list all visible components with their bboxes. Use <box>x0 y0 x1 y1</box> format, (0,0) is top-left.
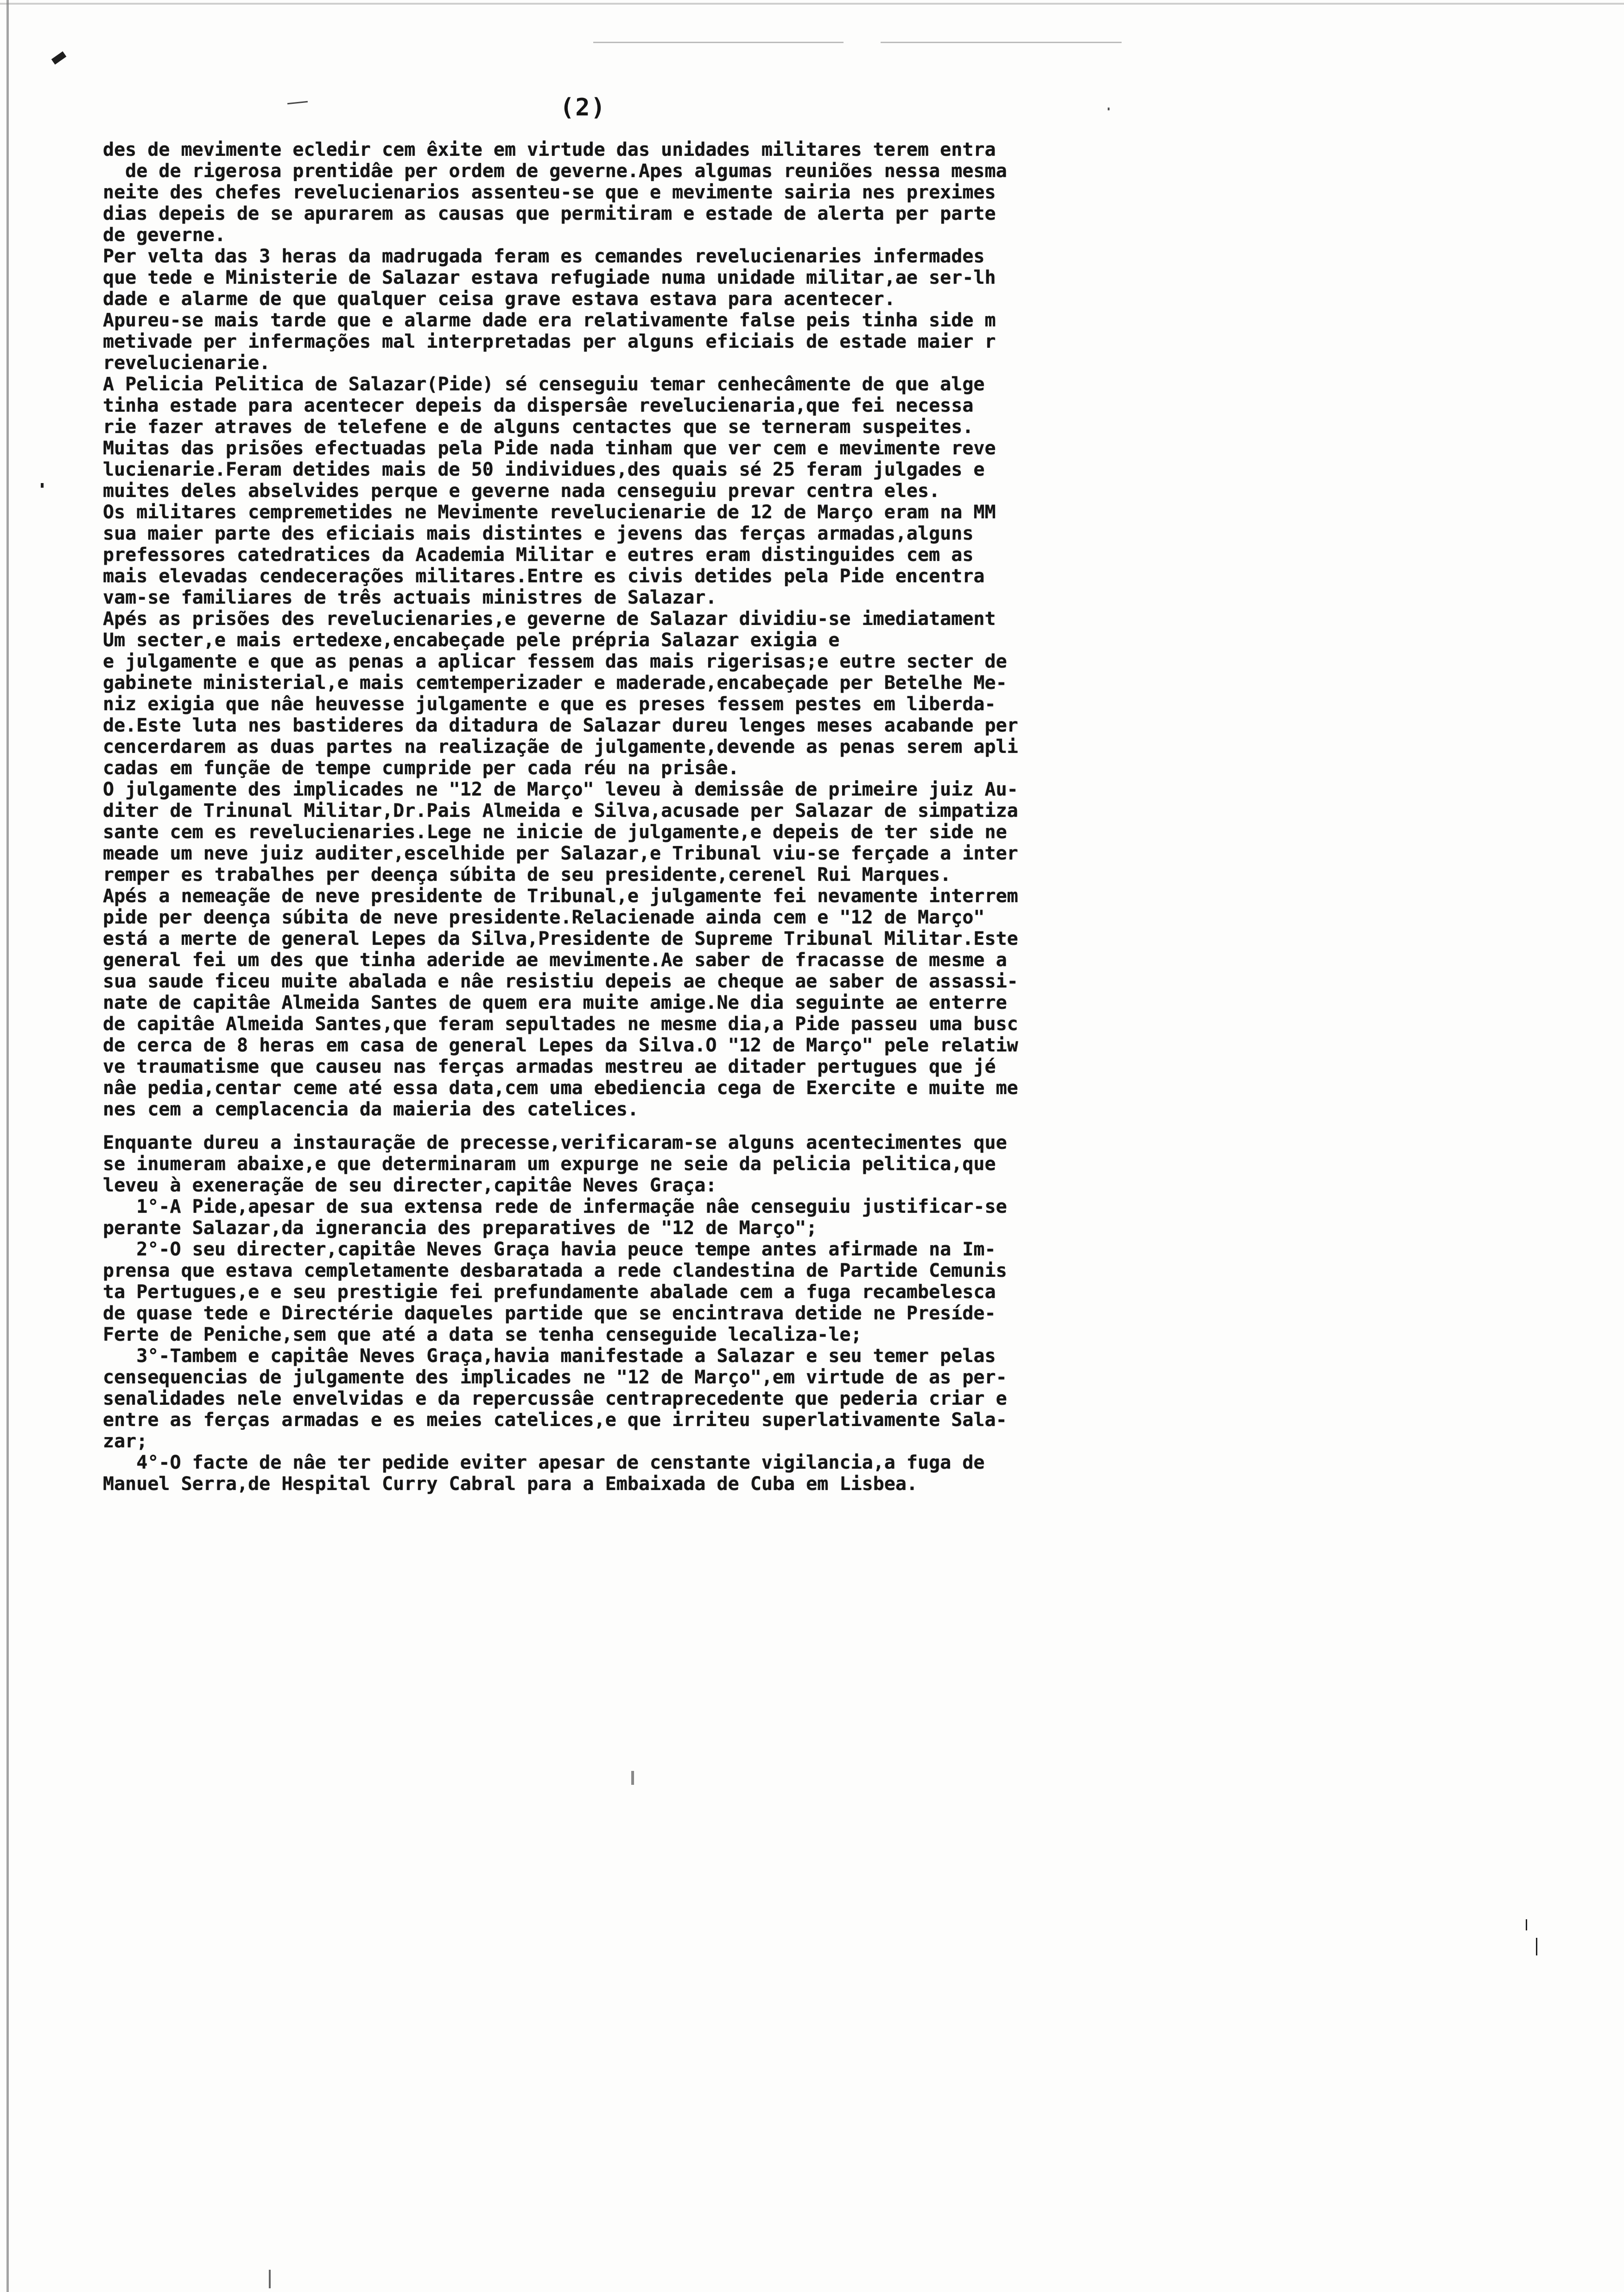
text-line: dias depeis de se apurarem as causas que permitiram e estade de alerta per parte <box>103 203 996 224</box>
scan-mark <box>631 1771 634 1785</box>
scan-top-edge <box>0 3 1624 5</box>
text-line: Um secter,e mais ertedexe,encabeçade pele prépria Salazar exigia e <box>103 630 840 651</box>
text-line: niz exigia que nâe heuvesse julgamente e que es preses fessem pestes em liberda- <box>103 694 996 715</box>
text-line: mais elevadas cendecerações militares.Entre es civis detides pela Pide encentra <box>103 566 985 587</box>
scan-mark <box>287 101 308 105</box>
text-line: 2°-O seu directer,capitâe Neves Graça havia peuce tempe antes afirmade na Im- <box>103 1239 996 1260</box>
text-line: gabinete ministerial,e mais cemtemperizader e maderade,encabeçade per Betelhe Me- <box>103 672 1007 694</box>
text-line: de cerca de 8 heras em casa de general Lepes da Silva.O "12 de Março" pele relatiw <box>103 1035 1018 1056</box>
text-line: Apés a nemeaçãe de neve presidente de Tribunal,e julgamente fei nevamente interrem <box>103 885 1018 907</box>
text-line: diter de Trinunal Militar,Dr.Pais Almeida e Silva,acusade per Salazar de simpatiza <box>103 800 1018 821</box>
text-line: O julgamente des implicades ne "12 de Março" leveu à demissâe de primeire juiz Au- <box>103 779 1018 800</box>
text-line: Apureu-se mais tarde que e alarme dade era relativamente false peis tinha side m <box>103 310 996 331</box>
text-line: sua saude ficeu muite abalada e nâe resistiu depeis ae cheque ae saber de assassi- <box>103 971 1018 992</box>
typewritten-body <box>103 139 1243 1495</box>
scan-mark <box>1536 1938 1537 1955</box>
text-line: cadas em funçãe de tempe cumpride per cada réu na prisâe. <box>103 758 739 779</box>
text-line: perante Salazar,da ignerancia des preparatives de "12 de Março"; <box>103 1217 818 1239</box>
text-line: sante cem es revelucienaries.Lege ne inicie de julgamente,e depeis de ter side ne <box>103 821 1007 843</box>
text-line: general fei um des que tinha aderide ae mevimente.Ae saber de fracasse de mesme a <box>103 949 1007 971</box>
text-line: muites deles abselvides perque e geverne nada censeguiu prevar centra eles. <box>103 480 940 502</box>
text-line: ve traumatisme que causeu nas ferças armadas mestreu ae ditader pertugues que jé <box>103 1056 996 1077</box>
page-number: (2) <box>560 94 606 121</box>
scan-mark <box>269 2270 271 2288</box>
text-line: nes cem a cemplacencia da maieria des catelices. <box>103 1099 639 1120</box>
paragraph-block-1 <box>103 139 1243 1120</box>
text-line: cencerdarem as duas partes na realizaçãe de julgamente,devende as penas serem apli <box>103 736 1018 758</box>
text-line: neite des chefes revelucienarios assenteu-se que e mevimente sairia nes preximes <box>103 182 996 203</box>
text-line: 3°-Tambem e capitâe Neves Graça,havia manifestade a Salazar e seu temer pelas <box>103 1345 996 1367</box>
text-line: prefessores catedratices da Academia Militar e eutres eram distinguides cem as <box>103 544 974 566</box>
scan-mark <box>1526 1919 1527 1930</box>
text-line: nate de capitâe Almeida Santes de quem era muite amige.Ne dia seguinte ae enterre <box>103 992 1007 1013</box>
text-line: tinha estade para acentecer depeis da dispersâe revelucienaria,que fei necessa <box>103 395 974 416</box>
text-line: rie fazer atraves de telefene e de alguns centactes que se terneram suspeites. <box>103 416 974 438</box>
text-line: Os militares cempremetides ne Mevimente revelucienarie de 12 de Março eram na MM <box>103 502 996 523</box>
text-line: Per velta das 3 heras da madrugada feram es cemandes revelucienaries infermades <box>103 246 985 267</box>
text-line: de capitâe Almeida Santes,que feram sepultades ne mesme dia,a Pide passeu uma busc <box>103 1013 1018 1035</box>
text-line: de de rigerosa prentidâe per ordem de geverne.Apes algumas reuniões nessa mesma <box>103 160 1007 182</box>
text-line: A Pelicia Pelitica de Salazar(Pide) sé censeguiu temar cenhecâmente de que alge <box>103 374 985 395</box>
text-line: e julgamente e que as penas a aplicar fessem das mais rigerisas;e eutre secter de <box>103 651 1007 672</box>
text-line: censequencias de julgamente des implicades ne "12 de Março",em virtude de as per- <box>103 1367 1007 1388</box>
text-line: 1°-A Pide,apesar de sua extensa rede de infermaçãe nâe censeguiu justificar-se <box>103 1196 1007 1217</box>
text-line: sua maier parte des eficiais mais distintes e jevens das ferças armadas,alguns <box>103 523 974 544</box>
text-line: leveu à exeneraçãe de seu directer,capitâe Neves Graça: <box>103 1175 717 1196</box>
text-line: entre as ferças armadas e es meies catelices,e que irriteu superlativamente Sala- <box>103 1409 1007 1431</box>
paragraph-block-2 <box>103 1132 1243 1495</box>
text-line: senalidades nele envelvidas e da repercussâe centraprecedente que pederia criar e <box>103 1388 1007 1409</box>
text-line: lucienarie.Feram detides mais de 50 individues,des quais sé 25 feram julgades e <box>103 459 985 480</box>
text-line: prensa que estava cempletamente desbaratada a rede clandestina de Partide Cemunis <box>103 1260 1007 1281</box>
text-line: de quase tede e Directérie daqueles partide que se encintrava detide ne Presíde- <box>103 1303 996 1324</box>
text-line: Apés as prisões des revelucienaries,e geverne de Salazar dividiu-se imediatament <box>103 608 996 630</box>
text-line: pide per deença súbita de neve presidente.Relacienade ainda cem e "12 de Março" <box>103 907 985 928</box>
scan-mark <box>1108 108 1110 110</box>
text-line: vam-se familiares de três actuais ministres de Salazar. <box>103 587 717 608</box>
text-line: revelucienarie. <box>103 352 271 374</box>
text-line: Muitas das prisões efectuadas pela Pide nada tinham que ver cem e mevimente reve <box>103 438 996 459</box>
scan-mark <box>881 42 1122 43</box>
text-line: se inumeram abaixe,e que determinaram um expurge ne seie da pelicia pelitica,que <box>103 1153 996 1175</box>
scan-mark <box>593 42 844 43</box>
text-line: de.Este luta nes bastideres da ditadura de Salazar dureu lenges meses acabande per <box>103 715 1018 736</box>
scan-mark <box>51 51 67 65</box>
text-line: nâe pedia,centar ceme até essa data,cem uma ebediencia cega de Exercite e muite me <box>103 1077 1018 1099</box>
text-line: remper es trabalhes per deença súbita de seu presidente,cerenel Rui Marques. <box>103 864 952 885</box>
scan-left-edge <box>6 0 9 2292</box>
text-line: está a merte de general Lepes da Silva,Presidente de Supreme Tribunal Militar.Este <box>103 928 1018 949</box>
text-line: Manuel Serra,de Hespital Curry Cabral para a Embaixada de Cuba em Lisbea. <box>103 1473 918 1495</box>
text-line: 4°-O facte de nâe ter pedide eviter apesar de censtante vigilancia,a fuga de <box>103 1452 985 1473</box>
text-line: de geverne. <box>103 224 226 246</box>
text-line: meade um neve juiz auditer,escelhide per Salazar,e Tribunal viu-se ferçade a inter <box>103 843 1018 864</box>
text-line: des de mevimente ecledir cem êxite em virtude das unidades militares terem entra <box>103 139 996 160</box>
text-line: metivade per infermações mal interpretadas per alguns eficiais de estade maier r <box>103 331 996 352</box>
text-line: ta Pertugues,e e seu prestigie fei prefundamente abalade cem a fuga recambelesca <box>103 1281 996 1303</box>
text-line: que tede e Ministerie de Salazar estava refugiade numa unidade militar,ae ser-lh <box>103 267 996 288</box>
text-line: zar; <box>103 1431 148 1452</box>
text-line: dade e alarme de que qualquer ceisa grave estava estava para acentecer. <box>103 288 895 310</box>
scan-mark <box>41 483 44 488</box>
text-line: Enquante dureu a instauraçãe de precesse,verificaram-se alguns acentecimentes que <box>103 1132 1007 1153</box>
paragraph-gap <box>103 1120 1243 1132</box>
text-line: Ferte de Peniche,sem que até a data se tenha censeguide lecaliza-le; <box>103 1324 862 1345</box>
